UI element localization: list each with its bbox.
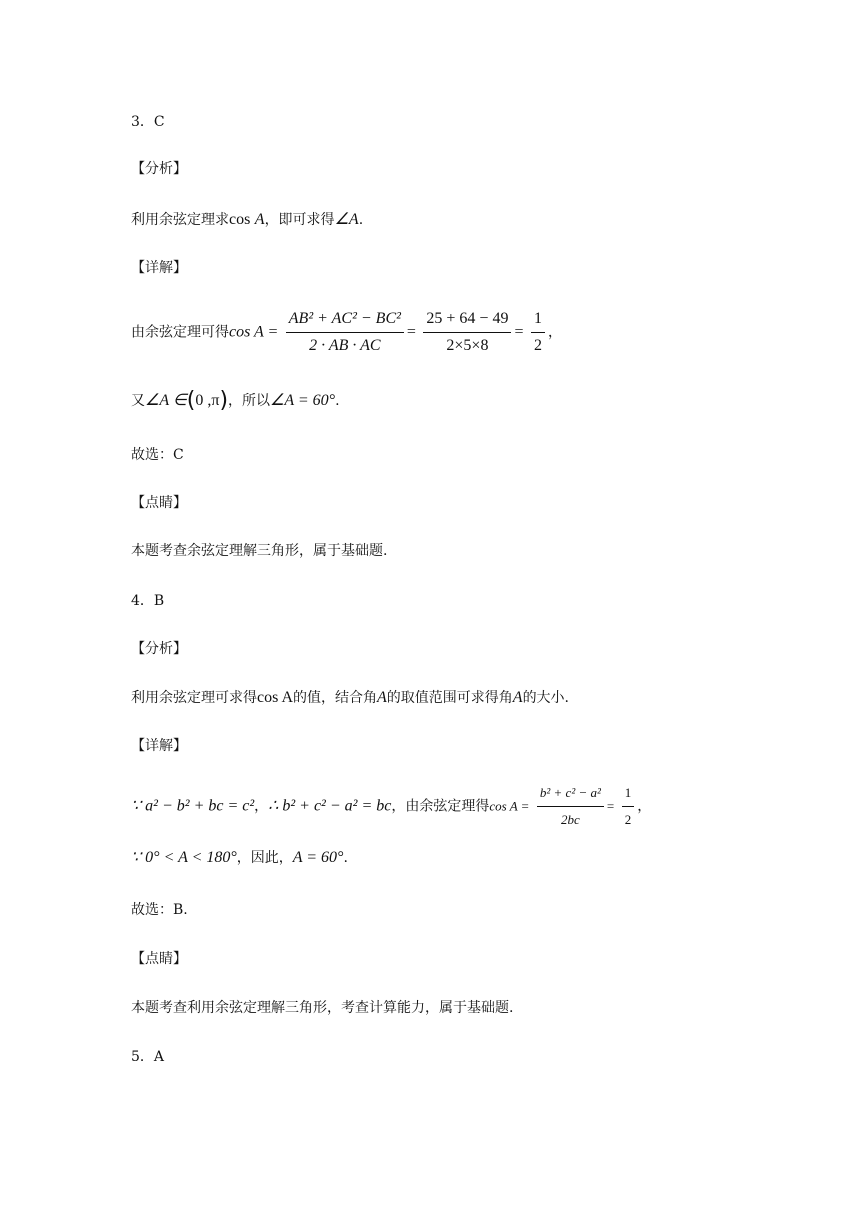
q4-cosine-equation: ∵ a² − b² + bc = c²，∴ b² + c² − a² = bc，由余弦定理得cos A = $\frac{\text{b² + c² − a²}}{2bc}$ = $\frac{1}{2}$ ， [131,782,651,831]
q4-choice: 故选：B. [131,902,188,918]
q3-angle-line: 又∠A ∈(0 ,π)，所以∠A = 60°. [131,388,340,413]
q3-choice: 故选：C [131,447,184,463]
q3-comment: 本题考查余弦定理解三角形，属于基础题. [131,543,388,559]
q3-comment-heading: 【点睛】 [131,495,187,511]
q4-fraction-formula: $\frac{\text{b² + c² − a²}}{2bc}$ [537,782,604,831]
q3-answer: 3．C [131,114,165,130]
q4-analysis-heading: 【分析】 [131,641,187,657]
q3-analysis-text: 利用余弦定理求cos A，即可求得∠A. [131,211,364,228]
q4-comment: 本题考查利用余弦定理解三角形，考查计算能力，属于基础题. [131,1000,514,1016]
q3-detail-heading: 【详解】 [131,260,187,276]
q3-fraction-result: $\frac{1}{2}$ [531,308,545,357]
q5-answer: 5．A [131,1049,165,1065]
q3-analysis-heading: 【分析】 [131,161,187,177]
q3-cosine-equation: 由余弦定理可得cos A = $\frac{\text{AB² + AC² − BC²}}{2 \cdot AB \cdot AC}$ = $\frac{25 + 64 - 49}{2\times 5\times 8}$ = $\frac{1}{2}$ ， [131,308,562,357]
q4-range-line: ∵ 0° < A < 180°，因此，A = 60°. [131,849,348,866]
q3-fraction-formula: $\frac{\text{AB² + AC² − BC²}}{2 \cdot AB \cdot AC}$ [286,308,404,357]
q3-fraction-numeric: $\frac{25 + 64 - 49}{2\times 5\times 8}$ [423,308,511,357]
q4-analysis-text: 利用余弦定理可求得cos A的值，结合角A的取值范围可求得角A的大小. [131,689,570,706]
q4-fraction-result: $\frac{1}{2}$ [622,782,635,831]
q4-comment-heading: 【点睛】 [131,951,187,967]
q4-detail-heading: 【详解】 [131,738,187,754]
q4-answer: 4．B [131,593,165,609]
